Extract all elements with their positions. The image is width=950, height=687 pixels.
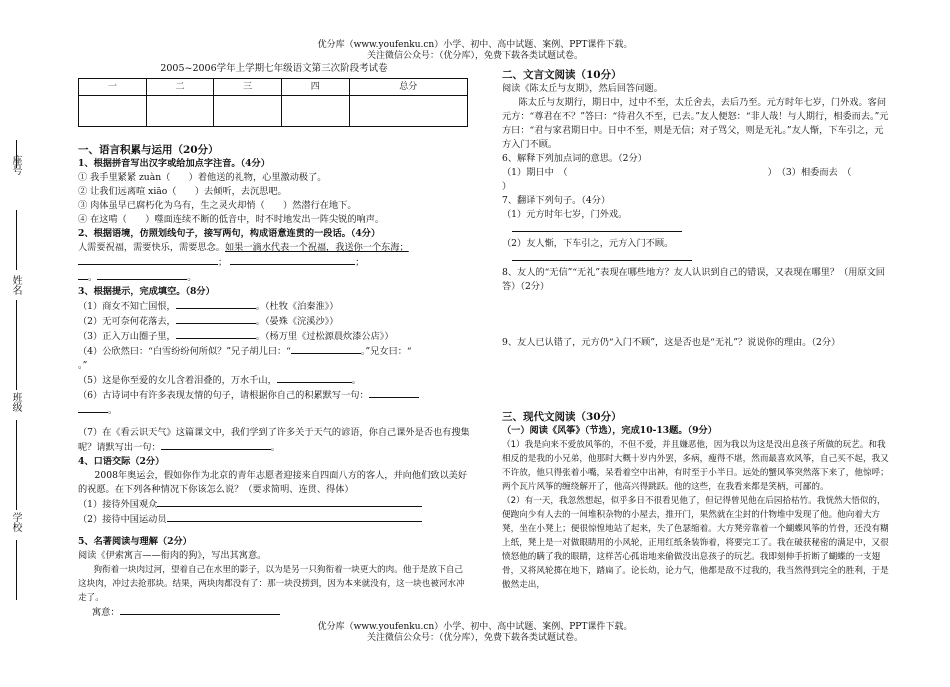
q2-answer-line[interactable]: ； ； [78,255,470,270]
right-column [502,62,890,590]
score-cell[interactable] [281,96,349,127]
classical-passage: 陈太丘与友期行，期日中，过中不至，太丘舍去，去后乃至。元方时年七岁，门外戏。客问元方：“尊君在不？”答曰：“待君久不至，已去。”友人便怒：“非人哉！与人期行，相委而去。”元方曰：“君与家君期日中。日中不至，则是无信；对子骂父，则是无礼。”友人惭，下车引之，元方入门不顾。 [502,97,889,150]
question-4: 4、口语交际（2分） [78,456,165,467]
kite-paragraph-2: （2）有一天，我忽然想起，似乎多日不很看见他了，但记得曾见他在后园拾枯竹。我恍然大悟似的，便跑向少有人去的一间堆积杂物的小屋去，推开门，果然就在尘封的什物堆中发现了他。他向着大方凳，坐在小凳上；便很惊惶地站了起来，失了色瑟缩着。大方凳旁靠着一个蝴蝶风筝的竹骨，还没有糊上纸，凳上是一对做眼睛用的小风轮，正用红纸条装饰着，将要完工了。我在破获秘密的满足中，又很愤怒他的瞒了我的眼睛，这样苦心孤诣地来偷做没出息孩子的玩艺。我即刻伸手折断了蝴蝶的一支翅骨，又将风轮掷在地下，踏扁了。论长幼，论力气，他都是敌不过我的，我当然得到完全的胜利，于是傲然走出， [502,496,889,590]
q7-blank[interactable] [502,222,890,237]
score-table [78,78,468,127]
name-label: 姓名 [10,275,21,295]
score-cell[interactable] [79,96,147,127]
question-8: 8、友人的“无信”“无礼”表现在哪些地方？友人认识到自己的错误，又表现在哪里？（用原文回答）（2分） [502,267,885,292]
q5-answer: 寓意： [78,605,470,620]
q3-blank[interactable] [291,344,361,354]
q3-item: （4）公欣然曰：“白雪纷纷何所似？”兄子胡儿曰：“ 。”兄女曰：“ [78,346,412,357]
s3-subtitle: （一）阅读《风筝》（节选），完成10-13题。（9分） [502,425,717,436]
school-label: 学校 [10,512,21,532]
q3-blank[interactable] [369,388,419,398]
score-header: 一 [79,79,147,96]
score-header: 四 [281,79,349,96]
q2-text: 人需要祝福，需要快乐，需要思念。如果一滴水代表一个祝福，我送你一个东海； [78,242,409,253]
q5-blank[interactable] [120,605,280,615]
kite-paragraph-1: （1）我是向来不爱放风筝的，不但不爱，并且嫌恶他，因为我以为这是没出息孩子所做的玩艺。和我相反的是我的小兄弟，他那时大概十岁内外罢，多病，瘦得不堪，然而最喜欢风筝，自己买不起，我又不许放，他只得张着小嘴，呆看着空中出神，有时至于小半日。远处的蟹风筝突然落下来了，他惊呼；两个瓦片风筝的缠绕解开了，他高兴得跳跃。他的这些，在我看来都是笑柄，可鄙的。 [502,440,889,492]
q4-blank[interactable] [157,497,422,507]
footer-line-2: 关注微信公众号：（优分库），免费下载各类试题试卷。 [366,633,583,643]
seat-label: 座号 [10,155,21,175]
section-1-title: 一、语言积累与运用（20分） [78,144,219,156]
left-column [78,62,470,620]
class-label: 班级 [10,392,21,412]
question-5: 5、名著阅读与理解（2分） [78,536,192,547]
q5-text: 阅读《伊索寓言——衔肉的狗》，写出其寓意。 [78,550,267,561]
q1-item: ③ 肉体虽早已腐朽化为乌有，生之灵火却悄（ ）然潜行在地下。 [78,200,357,211]
q3-blank[interactable] [161,440,271,450]
q3-item: 。 [78,403,470,418]
question-2: 2、根据语境，仿照划线句子，接写两句，构成语意连贯的一段话。（4分） [78,228,381,239]
question-3: 3、根据提示，完成填空。（8分） [78,286,215,297]
q1-item: ④ 在这啃（ ）噬面连续不断的低音中，时不时地发出一阵尖锐的响声。 [78,214,385,225]
section-3-title: 三、现代文阅读（30分） [502,411,622,423]
score-header: 二 [146,79,214,96]
q3-item: （1）商女不知亡国恨， 。（杜牧《泊秦淮》） [78,301,339,312]
binding-line [16,420,17,510]
q3-blank[interactable] [277,373,352,383]
q4-text: 2008年奥运会，假如你作为北京的青年志愿者迎接来自四面八方的客人，并向他们致以美好的祝愿。在下列各种情况下你该怎么说？（要求简明、连贯、得体） [78,470,468,495]
q4-blank[interactable] [167,512,422,522]
binding-line [16,540,17,600]
q1-item: ① 我手里紧紧 zuàn（ ）着他送的礼物，心里激动极了。 [78,172,327,183]
score-cell[interactable] [146,96,214,127]
binding-line [16,300,17,390]
q7-item: （1）元方时年七岁，门外戏。 [502,209,628,220]
score-cell[interactable] [349,96,467,127]
q2-answer-line[interactable]: 。 。 [78,270,470,285]
q3-item: （2）无可奈何花落去， 。（晏殊《浣溪沙》） [78,316,339,327]
q2-underlined-sentence: 如果一滴水代表一个祝福，我送你一个东海； [225,242,409,253]
page-footer [0,622,950,644]
q7-blank[interactable] [502,251,890,266]
question-6: 6、解释下列加点词的意思。（2分） [502,153,647,164]
question-9: 9、友人已认错了，元方仍“入门不顾”，这是否也是“无礼”？说说你的理由。（2分） [502,337,841,348]
binding-line [16,210,17,270]
q3-item: （3）正入万山圈子里， 。（杨万里《过松源晨炊漆公店》） [78,331,394,342]
q3-blank[interactable] [176,299,256,309]
score-header: 三 [214,79,282,96]
header-line-2: 关注微信公众号：（优分库），免费下载各类试题试卷。 [366,51,583,61]
q3-item: （6）古诗词中有许多表现友情的句子，请根据你自己的积累默写一句： [78,388,470,403]
page-header [0,40,950,62]
header-line-1: 优分库（www.youfenku.cn）小学、初中、高中试题、案例、PPT课件下载。 [317,40,633,50]
q3-item: 。” [78,360,88,371]
question-7: 7、翻译下列句子。（4分） [502,195,611,206]
q7-item: （2）友人惭，下车引之，元方入门不顾。 [502,238,674,249]
score-header: 总分 [349,79,467,96]
q3-blank[interactable] [176,329,256,339]
footer-line-1: 优分库（www.youfenku.cn）小学、初中、高中试题、案例、PPT课件下载。 [317,622,633,632]
q6-items: （1）期日中 （ ） （3）相委而去 （ [502,167,852,178]
q3-item: （5）这是你至爱的女儿含着泪叠的，万水千山， 。 [78,375,361,386]
section-2-title: 二、文言文阅读（10分） [502,69,622,81]
q1-item: ② 让我们远离喧 xiāo（ ）去倾听，去沉思吧。 [78,186,287,197]
q6-items: ） [502,181,512,192]
q3-item-7: （7）在《看云识天气》这篇课文中，我们学到了许多关于天气的谚语，你自己课外是否也有搜集呢？请默写出一句： 。 [78,427,470,453]
exam-title: 2005~2006学年上学期七年级语文第三次阶段考试卷 [160,63,388,74]
q4-item: （1）接待外国观众 [78,497,470,512]
q3-blank[interactable] [176,314,256,324]
score-cell[interactable] [214,96,282,127]
q4-item: （2）接待中国运动员 [78,512,470,527]
q5-passage: 狗衔着一块肉过河，望着自己在水里的影子，以为是另一只狗衔着一块更大的肉。他于是放下自己这块肉，冲过去抢那块。结果，两块肉都没有了：那一块没捞到，因为本来就没有，这一块也被河水冲走了。 [78,565,465,603]
q3-blank[interactable] [78,403,108,413]
s2-intro: 阅读《陈太丘与友期》，然后回答问题。 [502,83,663,94]
question-1: 1、根据拼音写出汉字或给加点字注音。（4分） [78,158,270,169]
